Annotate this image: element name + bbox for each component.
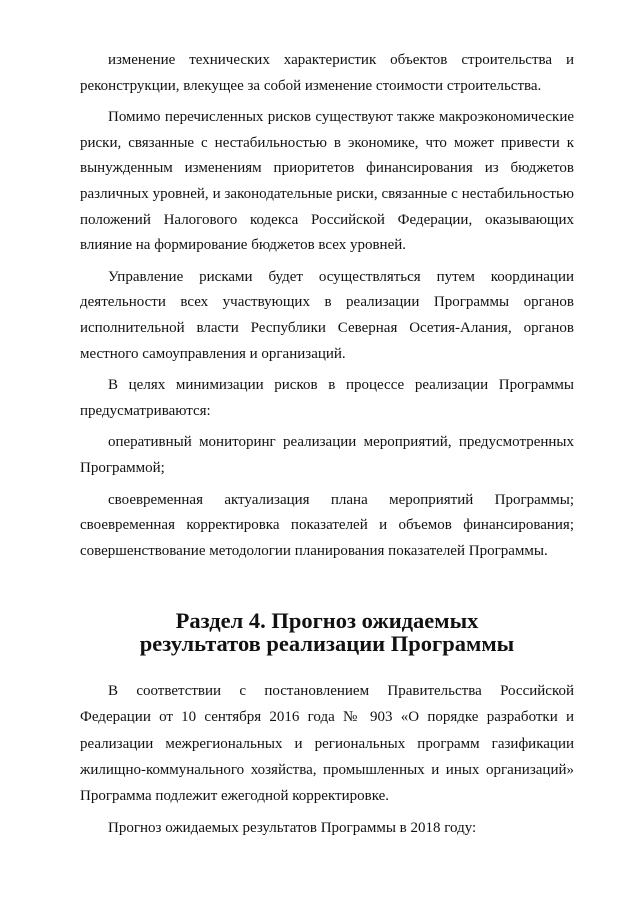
paragraph-government-decree: В соответствии с постановлением Правительства Российской Федерации от 10 сентября 2016 года № 903 «О порядке разработки и реализации межрегиональных и региональных программ газификации жилищно-коммунального хозяйства, промышленных и иных организаций» Программа подлежит ежегодной корректировке.	[80, 683, 574, 805]
document-page	[80, 48, 574, 842]
paragraph-risk-management: Управление рисками будет осуществляться путем координации деятельности всех участвующих в реализации Программы органов исполнительной власти Республики Северная Осетия-Алания, органов местного самоуправления и организаций.	[80, 268, 574, 362]
paragraph-monitoring: оперативный мониторинг реализации мероприятий, предусмотренных Программой;	[80, 434, 574, 476]
section-4-body	[80, 678, 574, 841]
section-heading: Раздел 4. Прогноз ожидаемых результатов реализации Программы	[139, 608, 515, 657]
paragraph-risk-construction: изменение технических характеристик объектов строительства и реконструкции, влекущее за собой изменение стоимости строительства.	[80, 52, 574, 94]
paragraph-macroeconomic-risks: Помимо перечисленных рисков существуют также макроэкономические риски, связанные с нестабильностью в экономике, что может привести к вынужденным изменениям приоритетов финансирования из бюджетов различных уровней, и законодательные риски, связанные с нестабильностью положений Налогового кодекса Российской Федерации, оказывающих влияние на формирование бюджетов всех уровней.	[80, 109, 574, 254]
paragraph-plan-update: своевременная актуализация плана мероприятий Программы; своевременная корректировка показателей и объемов финансирования; совершенствование методологии планирования показателей Программы.	[80, 491, 574, 559]
paragraph-forecast-2018: Прогноз ожидаемых результатов Программы в 2018 году:	[108, 820, 477, 837]
paragraph-risk-minimization: В целях минимизации рисков в процессе реализации Программы предусматриваются:	[80, 377, 574, 419]
